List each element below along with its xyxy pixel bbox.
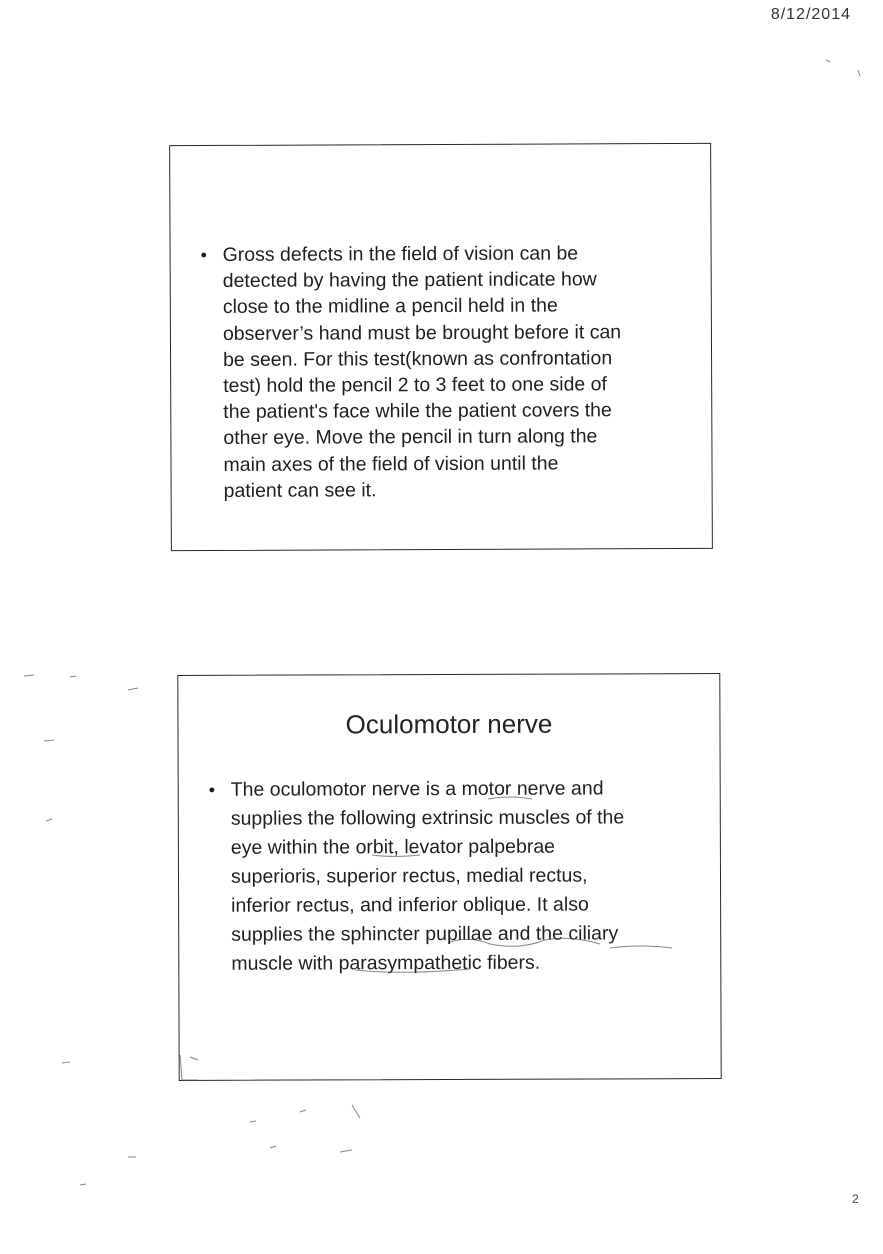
- slide-visual-field-test: [169, 143, 713, 551]
- bullet-dot-icon: •: [200, 245, 207, 266]
- bullet-dot-icon: •: [208, 779, 216, 800]
- page-number: 2: [852, 1192, 859, 1206]
- page-date: 8/12/2014: [770, 6, 851, 23]
- bullet-text: The oculomotor nerve is a motor nerve and supplies the following extrinsic muscles of the eye within the orbit, levator palpebrae superioris, superior rectus, medial rectus, inferior rectus, and inferior oblique. It also supplies the sphincter pupillae and the ciliary muscle with parasympathetic fibers.: [230, 777, 625, 975]
- bullet-text: Gross defects in the field of vision can be detected by having the patient indicate how close to the midline a pencil held in the observer’s hand must be brought before it can be seen. For this test(known as confrontation test) hold the pencil 2 to 3 feet to one side of the patient's face while the patient covers the other eye. Move the pencil in turn along the main axes of the field of vision until the patient can see it.: [222, 242, 622, 502]
- slide-title: Oculomotor nerve: [345, 708, 553, 740]
- bullet-item: [209, 774, 690, 979]
- slide-oculomotor-nerve: [177, 673, 721, 1081]
- bullet-item: [201, 240, 682, 504]
